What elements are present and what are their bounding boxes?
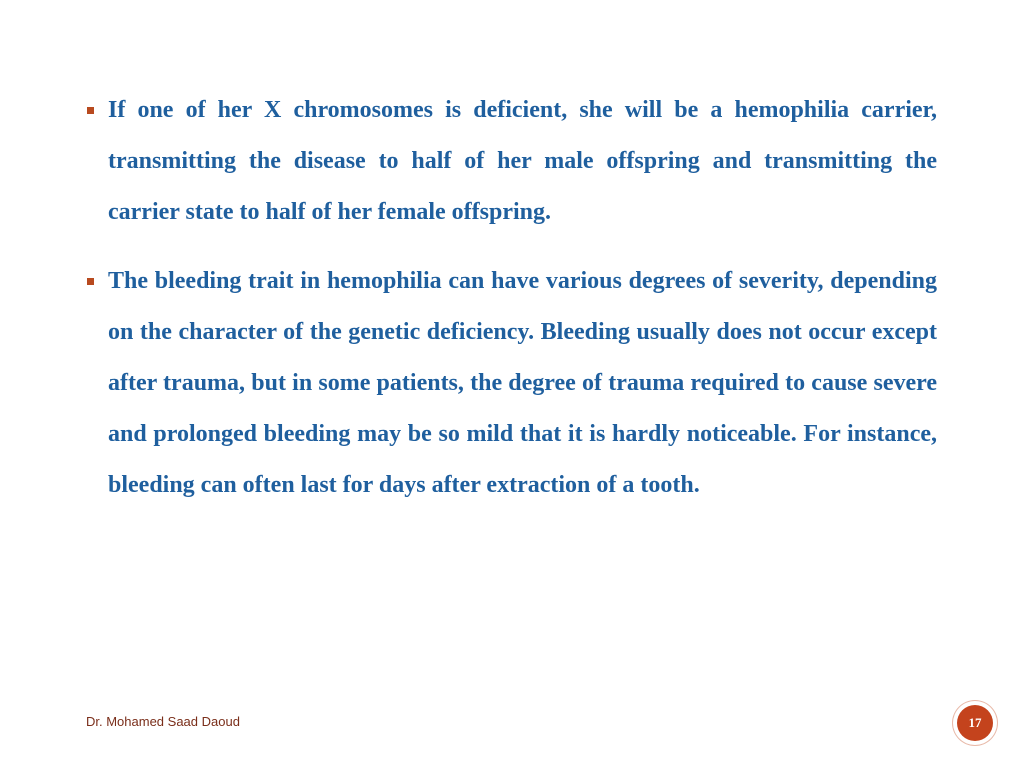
square-bullet-icon: [87, 278, 94, 285]
page-number: 17: [957, 705, 993, 741]
bullet-item: [87, 85, 937, 239]
bullet-item: [87, 256, 937, 512]
bullet-list: [87, 85, 937, 512]
square-bullet-icon: [87, 107, 94, 114]
bullet-text: The bleeding trait in hemophilia can have various degrees of severity, depending on the character of the genetic deficiency. Bleeding usually does not occur except after trauma, but in some patients, the degree of trauma required to cause severe and prolonged bleeding may be so mild that it is hardly noticeable. For instance, bleeding can often last for days after extraction of a tooth.: [108, 267, 937, 499]
footer-author: Dr. Mohamed Saad Daoud: [86, 714, 240, 729]
bullet-text: If one of her X chromosomes is deficient, she will be a hemophilia carrier, transmitting the disease to half of her male offspring and transmitting the carrier state to half of her female offspring.: [108, 97, 937, 226]
page-number-badge: [953, 701, 997, 745]
